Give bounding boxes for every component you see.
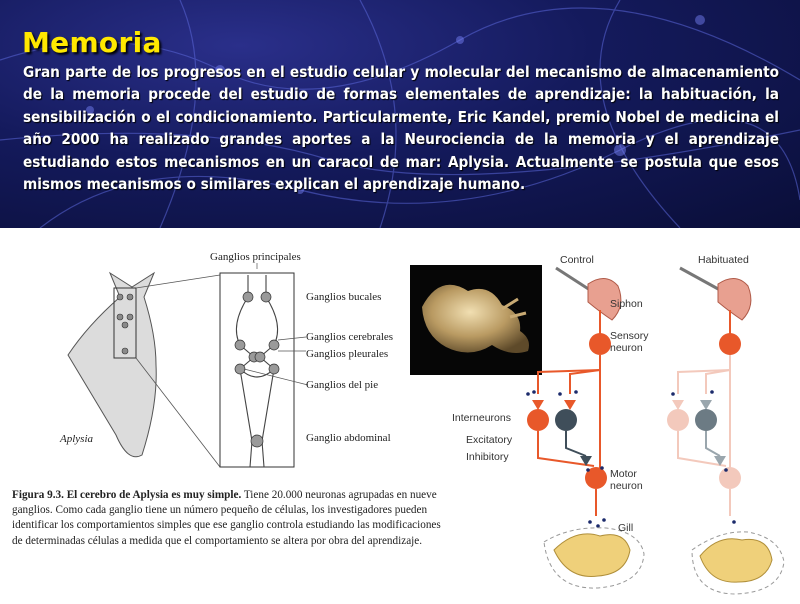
label-abdominal: Ganglio abdominal	[306, 432, 391, 444]
aplysia-ganglia-figure	[58, 245, 418, 485]
slide-title: Memoria	[22, 26, 162, 59]
label-excitatory: Excitatory	[466, 434, 513, 446]
caption-text: Tiene 20.000 neuronas agrupadas en nueve ganglios. Como cada ganglio tiene un número pequeño de células, los investigadores pueden identificar los comportamientos simples que ese ganglio controla estudiando las modificaciones de determinadas células a medida que el comportamiento se altera por obra del aprendizaje.	[12, 489, 441, 547]
label-control: Control	[560, 254, 594, 266]
label-siphon: Siphon	[610, 298, 643, 310]
label-pie: Ganglios del pie	[306, 379, 379, 391]
figure-caption	[12, 488, 448, 549]
label-inhibitory: Inhibitory	[466, 451, 509, 463]
label-pleurales: Ganglios pleurales	[306, 348, 389, 360]
label-principal: Ganglios principales	[210, 251, 301, 263]
aplysia-diagram	[58, 245, 418, 485]
label-gill: Gill	[618, 522, 634, 534]
habituated-column	[667, 268, 784, 594]
control-column	[526, 268, 644, 588]
label-motor-neuron: Motor neuron	[610, 468, 643, 492]
label-species: Aplysia	[60, 433, 93, 445]
caption-title: Figura 9.3. El cerebro de Aplysia es muy simple.	[12, 489, 242, 501]
habituation-circuit-figure	[430, 250, 800, 600]
header-banner	[0, 0, 800, 228]
label-sensory-neuron: Sensory neuron	[610, 330, 649, 354]
label-habituated: Habituated	[698, 254, 749, 266]
label-bucales: Ganglios bucales	[306, 291, 382, 303]
label-cerebrales: Ganglios cerebrales	[306, 331, 394, 343]
label-interneurons: Interneurons	[452, 412, 511, 424]
aplysia-body	[68, 273, 156, 457]
slide-paragraph: Gran parte de los progresos en el estudio celular y molecular del mecanismo de almacenamiento de la memoria procede del estudio de formas elementales de aprendizaje: la habituación, la sensibilización o el condicionamiento. Particularmente, Eric Kandel, premio Nobel de medicina el año 2000 ha realizado grandes aportes a la Neurociencia de la memoria y el aprendizaje estudiando estos mecanismos en un caracol de mar: Aplysia. Actualmente se postula que esos mismos mecanismos o similares explican el aprendizaje humano.	[23, 63, 779, 194]
